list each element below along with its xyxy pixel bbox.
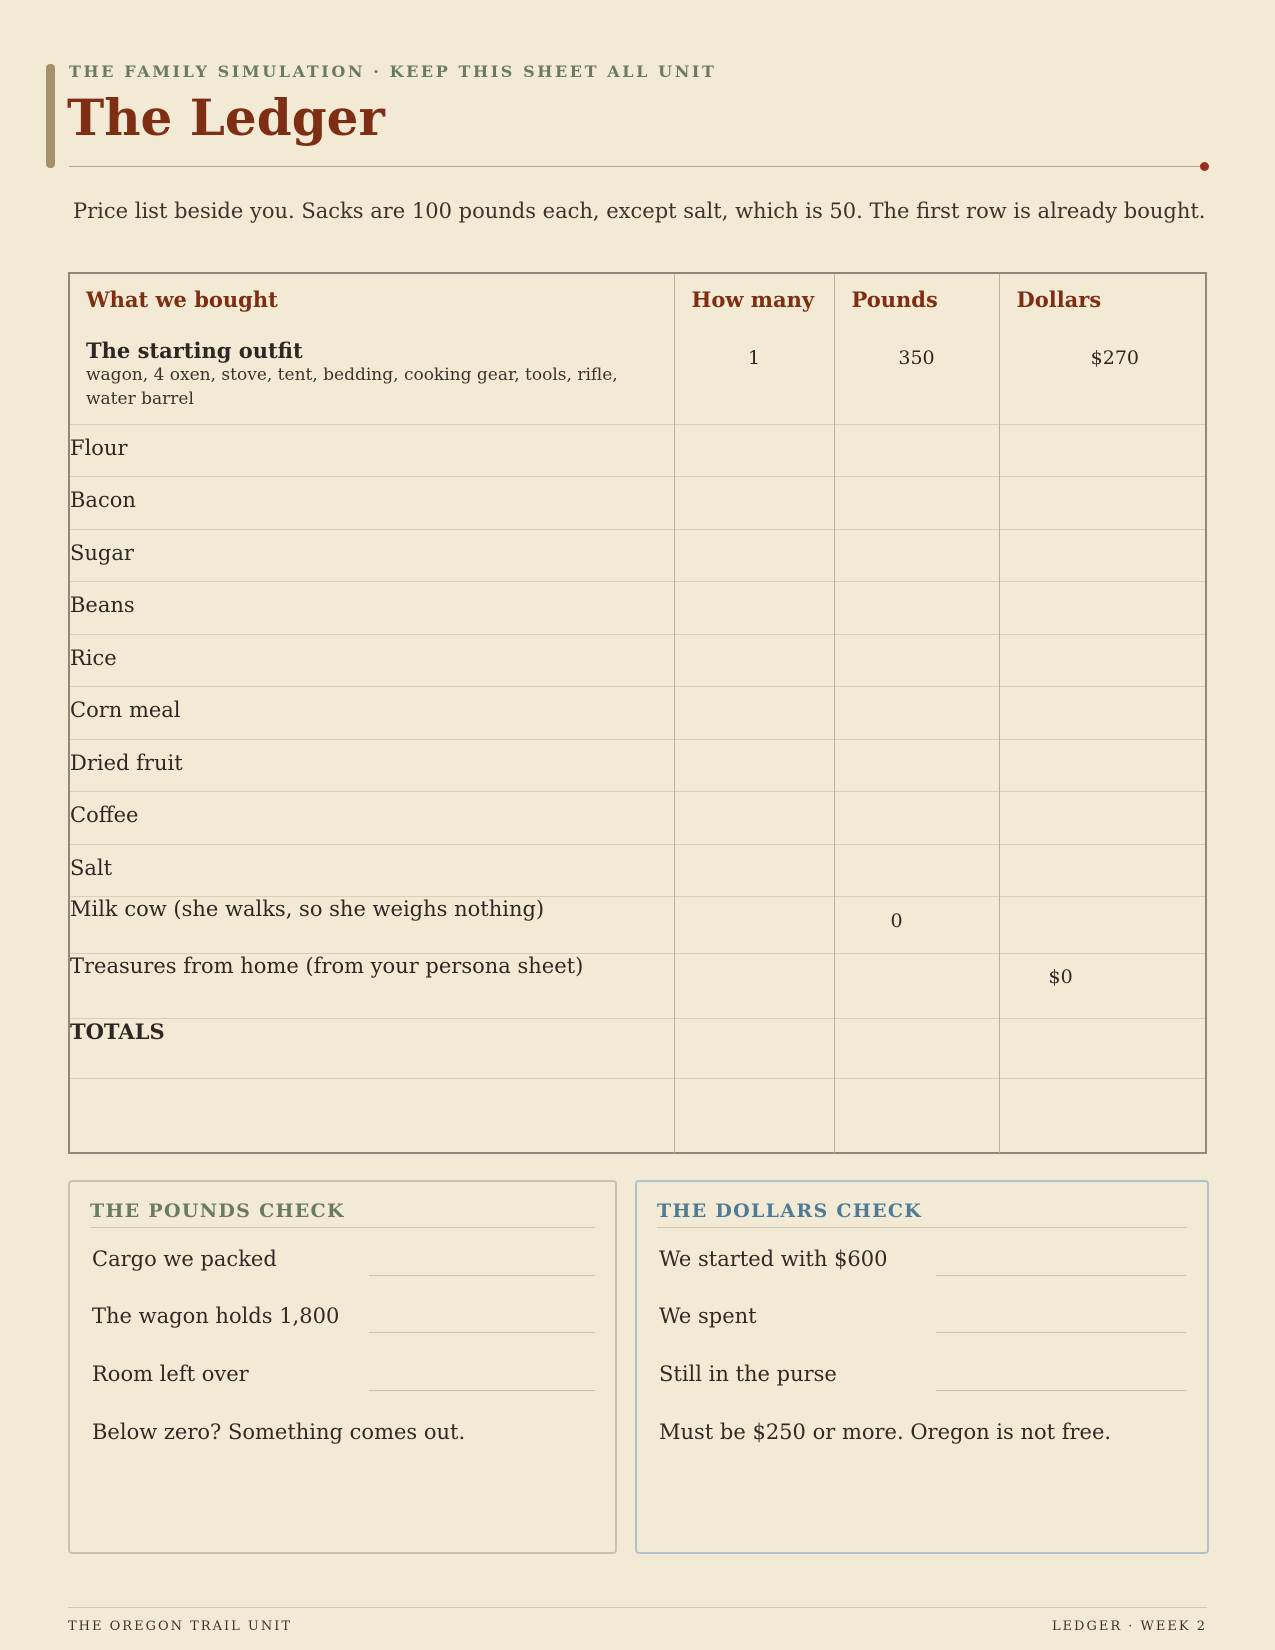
outfit-pounds: 350: [834, 334, 999, 424]
table-row: [70, 634, 1205, 687]
how-many-cell[interactable]: [674, 954, 834, 1019]
item-label: Sugar: [70, 529, 674, 582]
column-header-pounds: Pounds: [834, 274, 999, 334]
how-many-cell[interactable]: [674, 477, 834, 530]
total-how-many-cell[interactable]: [674, 1019, 834, 1079]
dollars-cell[interactable]: [999, 897, 1205, 954]
cow-pounds: 0: [834, 897, 999, 954]
header-kicker: THE FAMILY SIMULATION · KEEP THIS SHEET ALL UNIT: [69, 62, 717, 81]
intro-text: Price list beside you. Sacks are 100 pounds each, except salt, which is 50. The first row is already bought.: [73, 199, 1206, 223]
dollars-cell[interactable]: [999, 477, 1205, 530]
how-many-cell[interactable]: [674, 897, 834, 954]
dollars-check-box: [635, 1180, 1209, 1554]
dollars-cell[interactable]: [999, 844, 1205, 897]
outfit-dollars: $270: [999, 334, 1205, 424]
dollars-blank-purse[interactable]: [936, 1390, 1186, 1391]
item-label: Bacon: [70, 477, 674, 530]
total-dollars-cell[interactable]: [999, 1019, 1205, 1079]
pounds-blank-capacity[interactable]: [369, 1332, 595, 1333]
how-many-cell[interactable]: [674, 792, 834, 845]
table-row-totals: [70, 1019, 1205, 1079]
dollars-cell[interactable]: [999, 424, 1205, 477]
outfit-how-many: 1: [674, 334, 834, 424]
dollars-check-title: THE DOLLARS CHECK: [657, 1200, 923, 1222]
how-many-cell[interactable]: [674, 582, 834, 635]
table-row: [70, 687, 1205, 740]
column-header-how-many: How many: [674, 274, 834, 334]
dollars-check-divider: [657, 1227, 1187, 1228]
dollars-check-note: Must be $250 or more. Oregon is not free.: [659, 1420, 1112, 1444]
header-accent-bar: [46, 64, 55, 168]
pounds-line-cargo: Cargo we packed: [92, 1247, 277, 1271]
blank-cell[interactable]: [70, 1079, 674, 1153]
pounds-cell[interactable]: [834, 954, 999, 1019]
pounds-check-title: THE POUNDS CHECK: [90, 1200, 345, 1222]
table-row: [70, 739, 1205, 792]
blank-cell[interactable]: [674, 1079, 834, 1153]
outfit-name: The starting outfit: [86, 338, 303, 363]
dollars-cell[interactable]: [999, 739, 1205, 792]
how-many-cell[interactable]: [674, 739, 834, 792]
column-header-dollars: Dollars: [999, 274, 1205, 334]
dollars-blank-spent[interactable]: [936, 1332, 1186, 1333]
item-label: Corn meal: [70, 687, 674, 740]
dollars-cell[interactable]: [999, 792, 1205, 845]
divider-dot-icon: [1200, 162, 1209, 171]
footer-unit: THE OREGON TRAIL UNIT: [68, 1619, 292, 1634]
pounds-check-box: [68, 1180, 617, 1554]
dollars-cell[interactable]: [999, 582, 1205, 635]
dollars-cell[interactable]: [999, 634, 1205, 687]
dollars-cell[interactable]: [999, 529, 1205, 582]
dollars-line-started: We started with $600: [659, 1247, 888, 1271]
item-label: Dried fruit: [70, 739, 674, 792]
item-label: Rice: [70, 634, 674, 687]
page-title: The Ledger: [67, 88, 385, 147]
total-pounds-cell[interactable]: [834, 1019, 999, 1079]
pounds-cell[interactable]: [834, 634, 999, 687]
table-row: [70, 477, 1205, 530]
table-row: [70, 792, 1205, 845]
item-label: Salt: [70, 844, 674, 897]
table-row: [70, 529, 1205, 582]
pounds-check-divider: [90, 1227, 595, 1228]
header-divider: [69, 166, 1203, 167]
footer-divider: [68, 1607, 1207, 1608]
table-row: [70, 582, 1205, 635]
pounds-cell[interactable]: [834, 529, 999, 582]
item-label: Coffee: [70, 792, 674, 845]
pounds-cell[interactable]: [834, 739, 999, 792]
pounds-line-room: Room left over: [92, 1362, 249, 1386]
table-row-treasure: [70, 954, 1205, 1019]
column-header-item: What we bought: [86, 287, 278, 312]
table-row: [70, 844, 1205, 897]
how-many-cell[interactable]: [674, 424, 834, 477]
pounds-blank-room[interactable]: [369, 1390, 595, 1391]
pounds-cell[interactable]: [834, 844, 999, 897]
blank-cell[interactable]: [834, 1079, 999, 1153]
pounds-blank-cargo[interactable]: [369, 1275, 595, 1276]
pounds-cell[interactable]: [834, 424, 999, 477]
ledger-table: [68, 272, 1207, 1154]
outfit-description: wagon, 4 oxen, stove, tent, bedding, cooking gear, tools, rifle, water barrel: [86, 365, 618, 409]
dollars-line-spent: We spent: [659, 1304, 757, 1328]
table-row: [70, 424, 1205, 477]
cow-label: Milk cow (she walks, so she weighs nothing): [70, 897, 674, 954]
pounds-check-note: Below zero? Something comes out.: [92, 1420, 466, 1444]
totals-label: TOTALS: [70, 1019, 674, 1079]
treasure-label: Treasures from home (from your persona sheet): [70, 954, 674, 1019]
how-many-cell[interactable]: [674, 844, 834, 897]
dollars-cell[interactable]: [999, 687, 1205, 740]
dollars-blank-started[interactable]: [936, 1275, 1186, 1276]
pounds-cell[interactable]: [834, 687, 999, 740]
blank-cell[interactable]: [999, 1079, 1205, 1153]
treasure-dollars: $0: [999, 954, 1205, 1019]
pounds-line-capacity: The wagon holds 1,800: [92, 1304, 340, 1328]
table-row-outfit: [70, 334, 1205, 424]
table-row-cow: [70, 897, 1205, 954]
item-label: Flour: [70, 424, 674, 477]
pounds-cell[interactable]: [834, 792, 999, 845]
outfit-cell: [70, 334, 674, 424]
item-label: Beans: [70, 582, 674, 635]
pounds-cell[interactable]: [834, 477, 999, 530]
how-many-cell[interactable]: [674, 529, 834, 582]
dollars-line-purse: Still in the purse: [659, 1362, 837, 1386]
pounds-cell[interactable]: [834, 582, 999, 635]
footer-page-label: LEDGER · WEEK 2: [1051, 1619, 1207, 1634]
how-many-cell[interactable]: [674, 687, 834, 740]
how-many-cell[interactable]: [674, 634, 834, 687]
table-row-blank: [70, 1079, 1205, 1153]
